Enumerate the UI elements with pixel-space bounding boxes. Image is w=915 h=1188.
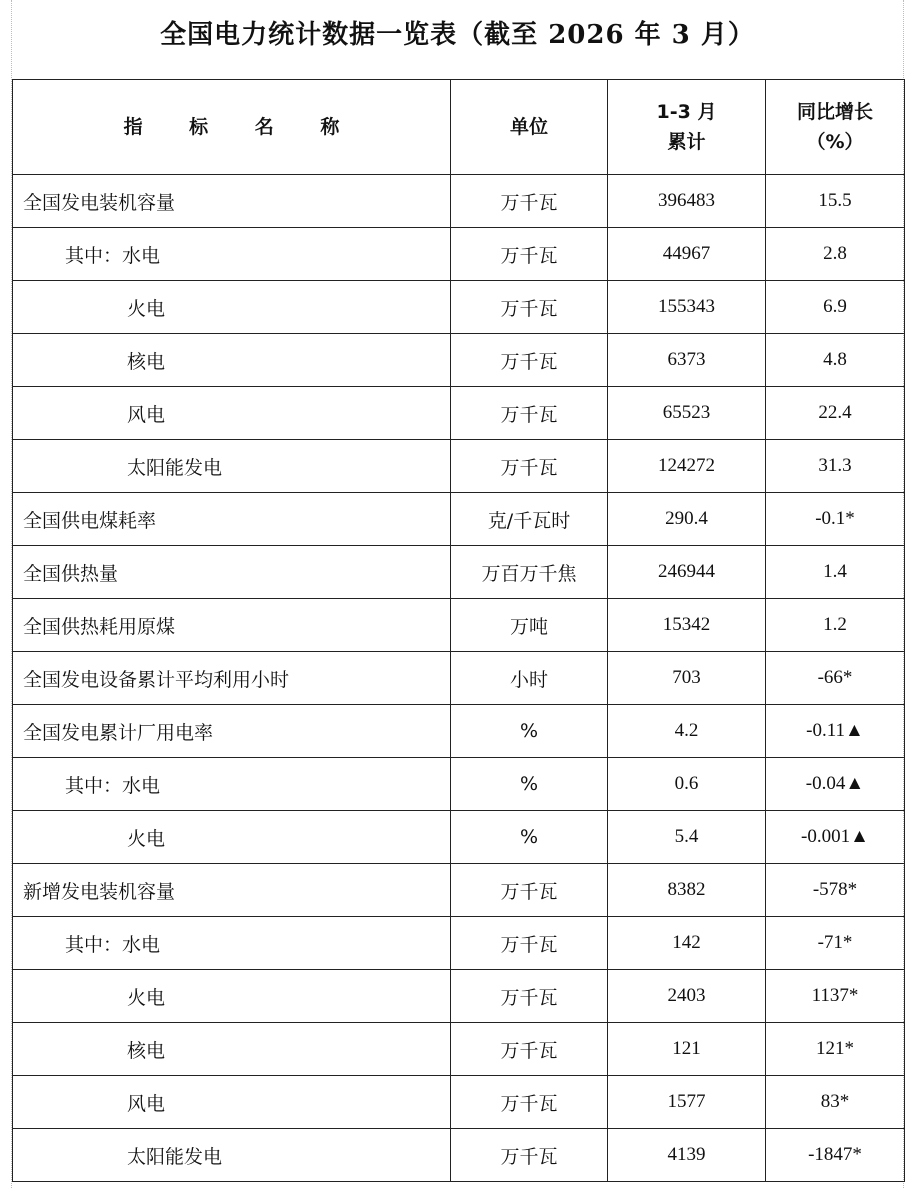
row-indicator-name: 太阳能发电 (13, 1129, 451, 1182)
row-indicator-name: 风电 (13, 1076, 451, 1129)
row-unit: 小时 (451, 652, 608, 705)
row-unit: % (451, 811, 608, 864)
row-indicator-name: 其中：水电 (13, 758, 451, 811)
header-indicator-name: 指 标 名 称 (13, 80, 451, 175)
row-indicator-name: 火电 (13, 811, 451, 864)
table-row (13, 652, 905, 705)
table-row (13, 387, 905, 440)
row-cumulative-value: 1577 (608, 1076, 766, 1129)
row-cumulative-value: 290.4 (608, 493, 766, 546)
table-row (13, 864, 905, 917)
table-row (13, 1129, 905, 1182)
row-unit: 万千瓦 (451, 387, 608, 440)
row-unit: % (451, 758, 608, 811)
row-yoy-growth: 1.4 (766, 546, 905, 599)
row-unit: 万吨 (451, 599, 608, 652)
table-row (13, 228, 905, 281)
row-unit: % (451, 705, 608, 758)
table-row (13, 175, 905, 228)
row-indicator-name: 全国发电累计厂用电率 (13, 705, 451, 758)
table-header-row (13, 80, 905, 175)
row-cumulative-value: 121 (608, 1023, 766, 1076)
row-indicator-name: 核电 (13, 334, 451, 387)
table-row (13, 493, 905, 546)
row-indicator-name: 核电 (13, 1023, 451, 1076)
row-yoy-growth: -0.11▲ (766, 705, 905, 758)
row-indicator-name: 全国供电煤耗率 (13, 493, 451, 546)
row-yoy-growth: -0.001▲ (766, 811, 905, 864)
row-cumulative-value: 396483 (608, 175, 766, 228)
row-indicator-name: 全国发电设备累计平均利用小时 (13, 652, 451, 705)
row-indicator-name: 全国发电装机容量 (13, 175, 451, 228)
row-indicator-name: 新增发电装机容量 (13, 864, 451, 917)
row-indicator-name: 全国供热量 (13, 546, 451, 599)
row-unit: 克/千瓦时 (451, 493, 608, 546)
row-indicator-name: 其中：水电 (13, 917, 451, 970)
table-row (13, 917, 905, 970)
statistics-table (12, 79, 905, 1182)
row-indicator-name: 火电 (13, 970, 451, 1023)
page-title: 全国电力统计数据一览表（截至 2026 年 3 月） (160, 20, 755, 50)
row-yoy-growth: -0.1* (766, 493, 905, 546)
table-row (13, 334, 905, 387)
table-row (13, 705, 905, 758)
row-unit: 万千瓦 (451, 1129, 608, 1182)
row-yoy-growth: 6.9 (766, 281, 905, 334)
row-indicator-name: 太阳能发电 (13, 440, 451, 493)
row-yoy-growth: 1.2 (766, 599, 905, 652)
table-row (13, 599, 905, 652)
row-cumulative-value: 15342 (608, 599, 766, 652)
row-indicator-name: 全国供热耗用原煤 (13, 599, 451, 652)
row-cumulative-value: 6373 (608, 334, 766, 387)
row-yoy-growth: 2.8 (766, 228, 905, 281)
row-yoy-growth: 15.5 (766, 175, 905, 228)
row-indicator-name: 其中：水电 (13, 228, 451, 281)
row-unit: 万千瓦 (451, 334, 608, 387)
row-unit: 万千瓦 (451, 175, 608, 228)
row-unit: 万千瓦 (451, 917, 608, 970)
table-row (13, 546, 905, 599)
row-yoy-growth: 83* (766, 1076, 905, 1129)
row-unit: 万千瓦 (451, 1023, 608, 1076)
row-unit: 万百万千焦 (451, 546, 608, 599)
row-cumulative-value: 124272 (608, 440, 766, 493)
row-cumulative-value: 155343 (608, 281, 766, 334)
row-cumulative-value: 703 (608, 652, 766, 705)
row-yoy-growth: -66* (766, 652, 905, 705)
row-cumulative-value: 4139 (608, 1129, 766, 1182)
row-unit: 万千瓦 (451, 864, 608, 917)
row-yoy-growth: 4.8 (766, 334, 905, 387)
row-cumulative-value: 142 (608, 917, 766, 970)
row-indicator-name: 火电 (13, 281, 451, 334)
row-indicator-name: 风电 (13, 387, 451, 440)
row-cumulative-value: 65523 (608, 387, 766, 440)
row-yoy-growth: 22.4 (766, 387, 905, 440)
row-cumulative-value: 2403 (608, 970, 766, 1023)
row-unit: 万千瓦 (451, 970, 608, 1023)
table-row (13, 1023, 905, 1076)
row-cumulative-value: 5.4 (608, 811, 766, 864)
row-yoy-growth: -71* (766, 917, 905, 970)
table-row (13, 758, 905, 811)
header-yoy-growth: 同比增长 （%） (766, 80, 905, 175)
row-yoy-growth: -0.04▲ (766, 758, 905, 811)
row-cumulative-value: 246944 (608, 546, 766, 599)
row-unit: 万千瓦 (451, 281, 608, 334)
row-cumulative-value: 0.6 (608, 758, 766, 811)
row-unit: 万千瓦 (451, 228, 608, 281)
header-cumulative: 1-3 月 累计 (608, 80, 766, 175)
row-yoy-growth: -1847* (766, 1129, 905, 1182)
row-cumulative-value: 4.2 (608, 705, 766, 758)
row-cumulative-value: 44967 (608, 228, 766, 281)
table-row (13, 811, 905, 864)
table-row (13, 1076, 905, 1129)
row-unit: 万千瓦 (451, 1076, 608, 1129)
row-cumulative-value: 8382 (608, 864, 766, 917)
table-row (13, 281, 905, 334)
row-unit: 万千瓦 (451, 440, 608, 493)
table-row (13, 970, 905, 1023)
row-yoy-growth: 121* (766, 1023, 905, 1076)
table-row (13, 440, 905, 493)
row-yoy-growth: 1137* (766, 970, 905, 1023)
header-unit: 单位 (451, 80, 608, 175)
row-yoy-growth: 31.3 (766, 440, 905, 493)
row-yoy-growth: -578* (766, 864, 905, 917)
